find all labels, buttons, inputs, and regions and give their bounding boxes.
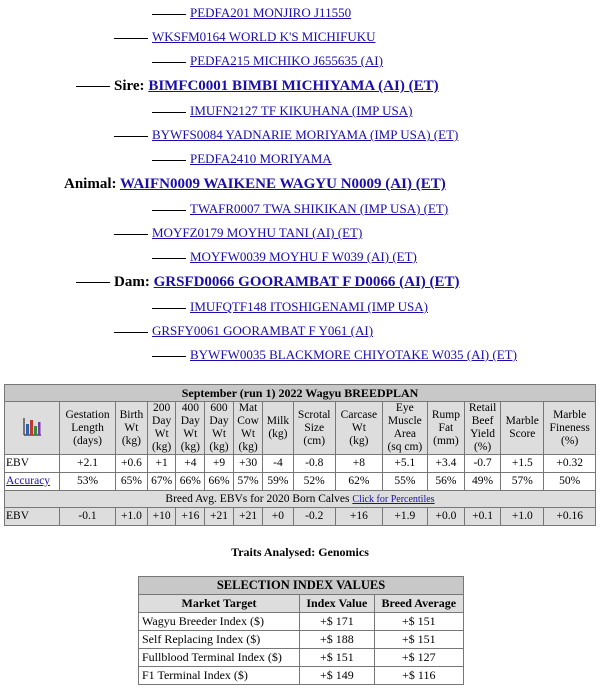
ebv-table [4,384,596,526]
accuracy-value-cell: 55% [382,473,427,491]
ebv-header-line: 400 [181,402,199,414]
pedigree-connector [114,332,148,333]
accuracy-cell [5,473,60,491]
pedigree-link[interactable]: BYWFW0035 BLACKMORE CHIYOTAKE W035 (AI) (ET) [190,347,517,362]
ebv-header-line: (kg) [180,441,200,453]
selection-index-row [139,613,464,631]
breed-avg-value-cell: +21 [205,508,234,526]
pedigree-d-sire [114,225,362,241]
ebv-header-line: (%) [473,441,492,453]
ebv-value-cell: -4 [263,455,293,473]
accuracy-value-cell: 62% [335,473,382,491]
ebv-header-cell [233,402,262,455]
pedigree-ds-dam [152,249,417,265]
pedigree-animal-row [64,176,446,192]
selection-index-row [139,667,464,685]
ebv-header-line: Rump [431,408,460,421]
accuracy-value-cell: 49% [464,473,500,491]
breed-avg-title-text: Breed Avg. EBVs for 2020 Born Calves [165,492,350,505]
ebv-header-line: Marble [553,408,587,421]
breed-average-cell: +$ 116 [374,667,463,685]
selection-index-row [139,631,464,649]
breed-avg-value-cell: +1.9 [382,508,427,526]
pedigree-connector [152,210,186,211]
animal-link[interactable]: WAIFN0009 WAIKENE WAGYU N0009 (AI) (ET) [119,176,446,192]
ebv-header-line: Marble [505,415,539,427]
index-value-cell: +$ 151 [300,649,375,667]
accuracy-value-cell: 57% [233,473,262,491]
dam-label: Dam: [114,274,150,290]
breed-avg-value-cell: +0.0 [427,508,464,526]
ebv-header-cell [427,402,464,455]
percentiles-link[interactable]: Click for Percentiles [352,493,435,505]
ebv-header-line: Day [180,415,200,427]
breed-average-cell: +$ 127 [374,649,463,667]
ebv-header-cell [464,402,500,455]
ebv-header-line: Wt [351,421,366,434]
ebv-header-line: Mat [238,402,258,414]
pedigree-connector [152,160,186,161]
ebv-header-line: (mm) [433,434,459,447]
ebv-header-line: Size [304,421,325,434]
ebv-header-line: Wt [241,428,256,440]
breed-avg-value-cell: +16 [176,508,205,526]
ebv-header-line: Scrotal [297,408,331,421]
pedigree-link[interactable]: IMUFN2127 TF KIKUHANA (IMP USA) [190,103,413,118]
breed-avg-value-cell: -0.2 [293,508,335,526]
ebv-value-cell: +9 [205,455,234,473]
ebv-header-line: Area [393,428,417,440]
index-value-cell: +$ 171 [300,613,375,631]
market-target-cell: Wagyu Breeder Index ($) [139,613,300,631]
ebv-header-line: Score [509,428,536,440]
accuracy-row [5,473,596,491]
ebv-value-cell: +4 [176,455,205,473]
traits-analysed [0,545,600,560]
ebv-header-cell [176,402,205,455]
pedigree-s-sire [114,29,375,45]
index-value-cell: +$ 149 [300,667,375,685]
ebv-header-line: Cow [237,415,259,427]
ebv-value-cell: +2.1 [60,455,116,473]
market-target-cell: Fullblood Terminal Index ($) [139,649,300,667]
ebv-header-row [5,402,596,455]
ebv-header-line: Milk [266,415,290,427]
accuracy-value-cell: 52% [293,473,335,491]
ebv-value-cell: -0.7 [464,455,500,473]
pedigree-connector [152,14,186,15]
selection-index-table [138,576,464,685]
pedigree-link[interactable]: TWAFR0007 TWA SHIKIKAN (IMP USA) (ET) [190,201,449,216]
ebv-header-line: Length [71,421,104,434]
ebv-header-cell [382,402,427,455]
ebv-table-title: September (run 1) 2022 Wagyu BREEDPLAN [5,385,596,402]
pedigree-connector [152,112,186,113]
ebv-header-cell [60,402,116,455]
ebv-value-cell: +30 [233,455,262,473]
animal-label: Animal: [64,176,117,192]
ebv-header-line: 200 [153,402,171,414]
ebv-header-line: (cm) [303,434,326,447]
pedigree-link[interactable]: PEDFA215 MICHIKO J655635 (AI) [190,53,383,68]
accuracy-value-cell: 66% [205,473,234,491]
pedigree-sire-row [76,78,439,94]
pedigree-connector [114,234,148,235]
accuracy-value-cell: 67% [147,473,176,491]
breed-avg-value-cell: +16 [335,508,382,526]
ebv-header-line: (kg) [152,441,172,453]
pedigree-link[interactable]: MOYFZ0179 MOYHU TANI (AI) (ET) [152,225,363,240]
pedigree-connector [114,136,148,137]
pedigree-connector [76,86,110,87]
pedigree-link[interactable]: IMUFQTF148 ITOSHIGENAMI (IMP USA) [190,299,428,314]
pedigree-connector [152,356,186,357]
col-index-value: Index Value [300,595,375,613]
ebv-header-line: Carcase [340,408,378,421]
ebv-header-cell [205,402,234,455]
ebv-header-cell [335,402,382,455]
ebv-header-line: Retail [468,402,497,414]
pedigree-ss-dam [152,53,383,69]
ebv-value-cell: +1.5 [501,455,544,473]
breed-avg-value-cell: +1.0 [501,508,544,526]
traits-value: Genomics [318,545,369,559]
bar-chart-cell[interactable] [5,402,60,455]
pedigree-connector [114,38,148,39]
ebv-value-cell: +3.4 [427,455,464,473]
selection-index-title: SELECTION INDEX VALUES [139,577,464,595]
market-target-cell: F1 Terminal Index ($) [139,667,300,685]
ebv-header-line: (kg) [209,441,229,453]
breed-avg-value-cell: -0.1 [60,508,116,526]
bar-chart-icon[interactable] [22,415,42,437]
pedigree-sd-sire [152,103,412,119]
accuracy-value-cell: 53% [60,473,116,491]
ebv-header-line: (kg) [238,441,258,453]
traits-label: Traits Analysed: [231,545,316,559]
pedigree-link[interactable]: PEDFA201 MONJIRO J11550 [190,5,352,20]
pedigree-d-dam [114,323,373,339]
pedigree-ss-sire [152,5,351,21]
ebv-header-line: Muscle [387,415,422,427]
pedigree-link[interactable]: MOYFW0039 MOYHU F W039 (AI) (ET) [190,249,417,264]
ebv-value-cell: +0.32 [544,455,596,473]
breed-avg-value-cell: +0.1 [464,508,500,526]
accuracy-value-cell: 57% [501,473,544,491]
pedigree-connector [152,308,186,309]
pedigree-dd-sire [152,299,428,315]
pedigree-connector [76,282,110,283]
ebv-header-line: Beef [471,415,494,427]
ebv-header-line: Fat [438,421,454,434]
ebv-header-line: Yield [470,428,496,440]
pedigree-link[interactable]: BYWFS0084 YADNARIE MORIYAMA (IMP USA) (ET) [152,127,459,142]
breed-avg-value-cell: +0 [263,508,293,526]
ebv-header-line: Wt [183,428,198,440]
breed-average-cell: +$ 151 [374,631,463,649]
ebv-header-line: 600 [210,402,228,414]
pedigree-link[interactable]: WKSFM0164 WORLD K'S MICHIFUKU [152,29,376,44]
ebv-header-cell [263,402,293,455]
accuracy-value-cell: 50% [544,473,596,491]
breed-avg-label: EBV [5,508,60,526]
ebv-value-cell: -0.8 [293,455,335,473]
ebv-header-line: (%) [561,434,579,447]
breed-avg-value-cell: +10 [147,508,176,526]
ebv-header-cell [116,402,148,455]
ebv-header-line: (sq cm) [387,441,423,453]
ebv-value-cell: +8 [335,455,382,473]
ebv-header-cell [293,402,335,455]
accuracy-link[interactable]: Accuracy [6,475,51,487]
ebv-header-line: Wt [211,428,227,440]
pedigree-s-dam [114,127,458,143]
accuracy-value-cell: 65% [116,473,148,491]
ebv-value-cell: +1 [147,455,176,473]
ebv-header-line: (days) [73,434,102,447]
ebv-header-line: (kg) [268,428,288,440]
sire-link[interactable]: BIMFC0001 BIMBI MICHIYAMA (AI) (ET) [148,78,439,94]
ebv-header-line: Eye [395,402,414,414]
ebv-header-cell [544,402,596,455]
ebv-values-row [5,455,596,473]
breed-avg-value-cell: +1.0 [116,508,148,526]
pedigree-ds-sire [152,201,448,217]
breed-avg-value-cell: +0.16 [544,508,596,526]
pedigree-dd-dam [152,347,517,363]
ebv-header-line: Day [152,415,172,427]
breed-avg-title [5,491,596,508]
pedigree-connector [152,62,186,63]
breed-average-cell: +$ 151 [374,613,463,631]
ebv-header-line: Fineness [549,421,590,434]
sire-label: Sire: [114,78,145,94]
pedigree-link[interactable]: PEDFA2410 MORIYAMA [190,151,332,166]
ebv-value-cell: +0.6 [116,455,148,473]
col-market-target: Market Target [139,595,300,613]
ebv-value-cell: +5.1 [382,455,427,473]
pedigree-link[interactable]: GRSFY0061 GOORAMBAT F Y061 (AI) [152,323,374,338]
ebv-header-line: Gestation [65,408,110,421]
accuracy-value-cell: 59% [263,473,293,491]
accuracy-value-cell: 56% [427,473,464,491]
selection-index-body [139,613,464,685]
ebv-header-line: Day [209,415,229,427]
ebv-header-cell [147,402,176,455]
breed-avg-value-cell: +21 [233,508,262,526]
index-value-cell: +$ 188 [300,631,375,649]
ebv-header-line: Birth [119,408,144,421]
ebv-header-line: Wt [154,428,169,440]
col-breed-average: Breed Average [374,595,463,613]
ebv-header-cell [501,402,544,455]
dam-link[interactable]: GRSFD0066 GOORAMBAT F D0066 (AI) (ET) [153,274,460,290]
market-target-cell: Self Replacing Index ($) [139,631,300,649]
ebv-header-line: Wt [124,421,139,434]
pedigree-dam-row [76,274,460,290]
pedigree-sd-dam [152,151,332,167]
ebv-row-label: EBV [5,455,60,473]
accuracy-value-cell: 66% [176,473,205,491]
pedigree-connector [152,258,186,259]
ebv-header-line: (kg) [349,434,369,447]
selection-index-row [139,649,464,667]
breed-avg-row [5,508,596,526]
ebv-header-line: (kg) [121,434,142,447]
